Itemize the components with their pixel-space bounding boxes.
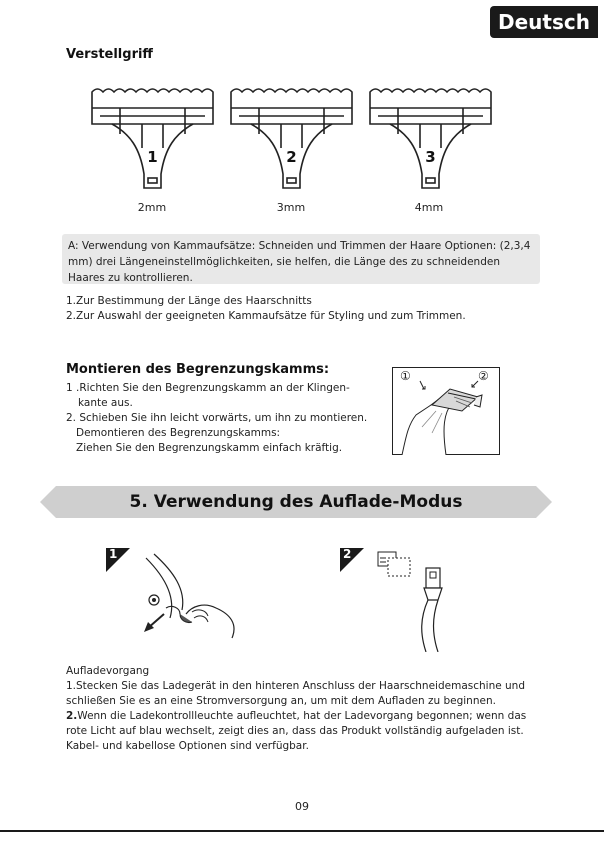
comb-attachments-figure bbox=[80, 78, 520, 218]
list-item: 2.Zur Auswahl der geeigneten Kammaufsätze für Styling und zum Trimmen. bbox=[66, 310, 466, 322]
comb-purpose-list bbox=[66, 294, 546, 324]
comb-number-3: 3 bbox=[425, 148, 436, 166]
list-item: kante aus. bbox=[78, 397, 133, 409]
language-tab: Deutsch bbox=[490, 6, 598, 38]
comb-usage-note: A: Verwendung von Kammaufsätze: Schneiden und Trimmen der Haare Optionen: (2,3,4 mm) drei Längeneinstellmöglichkeiten, sie helfen, die Länge des zu schneidenden Haares zu kontrollieren. bbox=[62, 234, 540, 284]
comb-number-2: 2 bbox=[286, 148, 297, 166]
page-number: 09 bbox=[295, 800, 309, 813]
step-badge-2: 2 bbox=[343, 547, 352, 561]
charging-step-2 bbox=[66, 709, 536, 754]
bottom-rule bbox=[0, 830, 604, 832]
marker-2: ② bbox=[478, 369, 489, 383]
charging-step1-figure bbox=[106, 548, 246, 648]
comb-attachment-1 bbox=[92, 89, 213, 188]
comb-length-3: 4mm bbox=[414, 201, 444, 214]
step-2-text: Wenn die Ladekontrollleuchte aufleuchtet, hat der Ladevorgang begonnen; wenn das rote Licht auf blau wechselt, zeigt dies an, dass das Produkt vollständig aufgeladen ist. Kabel- und kabellose Optionen sind verfügbar. bbox=[66, 710, 527, 752]
mount-guide-heading: Montieren des Begrenzungskamms: bbox=[66, 362, 330, 377]
charging-instructions bbox=[66, 664, 536, 754]
list-item: Ziehen Sie den Begrenzungskamm einfach kräftig. bbox=[76, 442, 343, 454]
list-item: 2. Schieben Sie ihn leicht vorwärts, um ihn zu montieren. bbox=[66, 412, 368, 424]
section-5-title: 5. Verwendung des Auflade-Modus bbox=[129, 492, 463, 512]
section-5-banner bbox=[40, 486, 552, 518]
list-item: Demontieren des Begrenzungskamms: bbox=[76, 427, 281, 439]
step-badge-1: 1 bbox=[109, 547, 118, 561]
comb-length-1: 2mm bbox=[137, 201, 167, 214]
comb-number-1: 1 bbox=[147, 148, 158, 166]
list-item: 1 .Richten Sie den Begrenzungskamm an der Klingen- bbox=[66, 382, 350, 394]
adjust-handle-heading: Verstellgriff bbox=[66, 47, 153, 62]
charging-step-1: 1.Stecken Sie das Ladegerät in den hinteren Anschluss der Haarschneidemaschine und schließen Sie es an eine Stromversorgung an, um mit dem Aufladen zu beginnen. bbox=[66, 680, 525, 707]
marker-1: ① bbox=[400, 369, 411, 383]
charging-heading: Aufladevorgang bbox=[66, 665, 150, 677]
mount-comb-figure bbox=[392, 367, 500, 455]
list-item: 1.Zur Bestimmung der Länge des Haarschnitts bbox=[66, 295, 312, 307]
mount-guide-steps bbox=[66, 381, 376, 456]
step-2-number: 2. bbox=[66, 710, 78, 722]
comb-attachment-3 bbox=[370, 89, 491, 188]
charging-step2-figure bbox=[340, 548, 460, 652]
comb-attachment-2 bbox=[231, 89, 352, 188]
comb-length-2: 3mm bbox=[276, 201, 306, 214]
